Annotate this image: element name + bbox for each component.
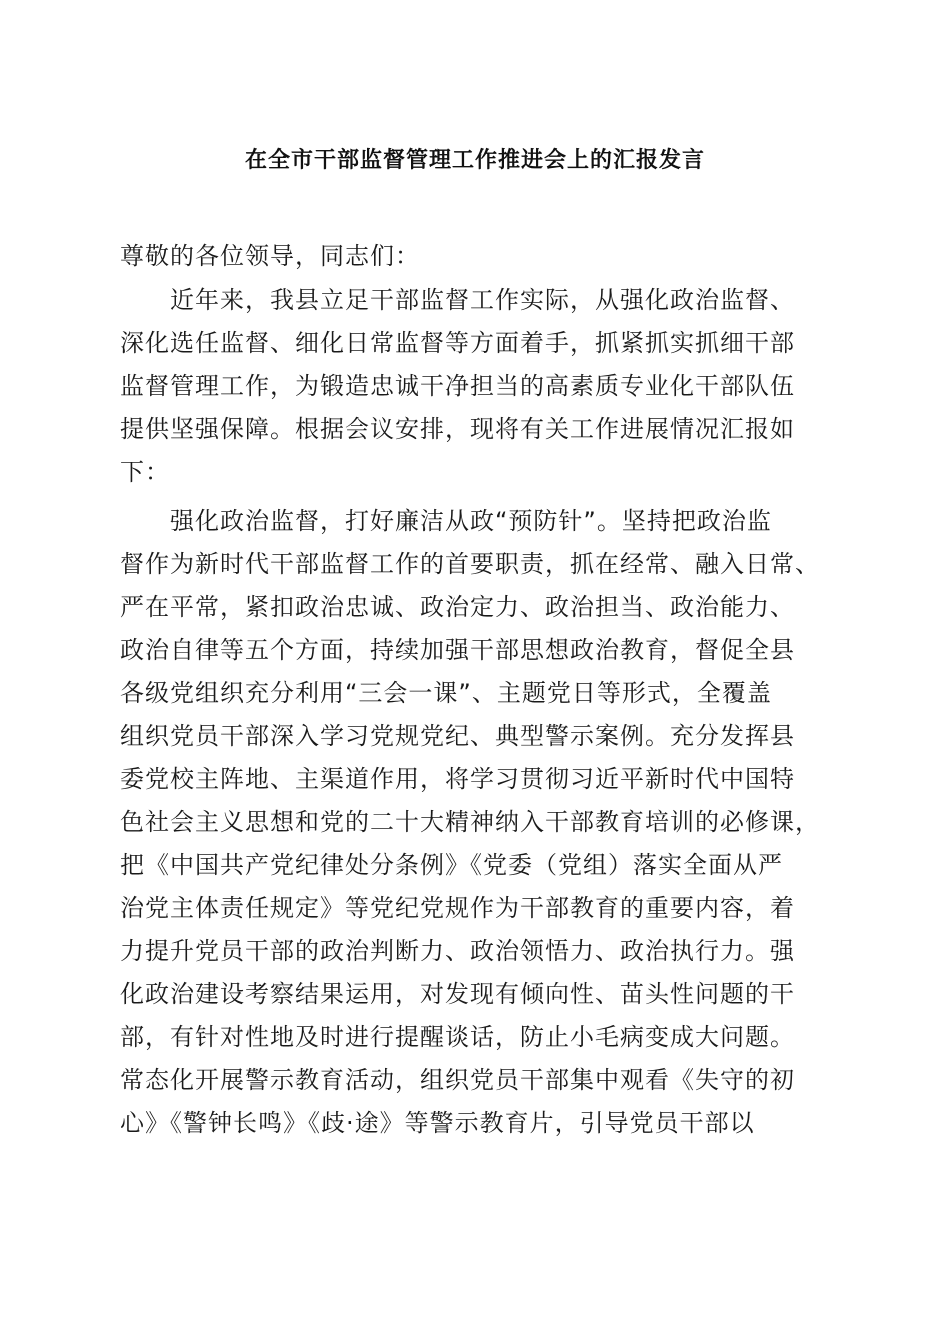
paragraph-2-line: 各级党组织充分利用“三会一课”、主题党日等形式，全覆盖 (120, 679, 772, 707)
paragraph-2-line: 强化政治监督，打好廉洁从政“预防针”。坚持把政治监 (120, 507, 772, 535)
paragraph-2-line: 委党校主阵地、主渠道作用，将学习贯彻习近平新时代中国特 (120, 765, 795, 793)
salutation: 尊敬的各位领导，同志们： (120, 242, 420, 270)
paragraph-2-line: 政治自律等五个方面，持续加强干部思想政治教育，督促全县 (120, 636, 795, 664)
paragraph-1-line: 监督管理工作，为锻造忠诚干净担当的高素质专业化干部队伍 (120, 372, 795, 400)
paragraph-1-line: 下： (120, 458, 170, 486)
paragraph-2-line: 化政治建设考察结果运用，对发现有倾向性、苗头性问题的干 (120, 980, 795, 1008)
paragraph-2-line: 督作为新时代干部监督工作的首要职责，抓在经常、融入日常、 (120, 550, 820, 578)
paragraph-2-line: 力提升党员干部的政治判断力、政治领悟力、政治执行力。强 (120, 937, 795, 965)
paragraph-2-line: 治党主体责任规定》等党纪党规作为干部教育的重要内容，着 (120, 894, 795, 922)
paragraph-1-line: 深化选任监督、细化日常监督等方面着手，抓紧抓实抓细干部 (120, 329, 795, 357)
paragraph-2-line: 严在平常，紧扣政治忠诚、政治定力、政治担当、政治能力、 (120, 593, 795, 621)
document-title: 在全市干部监督管理工作推进会上的汇报发言 (244, 147, 705, 173)
paragraph-2-line: 把《中国共产党纪律处分条例》《党委（党组）落实全面从严 (120, 851, 783, 879)
paragraph-1-line: 提供坚强保障。根据会议安排，现将有关工作进展情况汇报如 (120, 415, 795, 443)
paragraph-1-line: 近年来，我县立足干部监督工作实际，从强化政治监督、 (120, 286, 795, 314)
paragraph-2-line: 组织党员干部深入学习党规党纪、典型警示案例。充分发挥县 (120, 722, 795, 750)
paragraph-2-line: 心》《警钟长鸣》《歧·途》等警示教育片，引导党员干部以 (120, 1109, 755, 1137)
paragraph-2-line: 色社会主义思想和党的二十大精神纳入干部教育培训的必修课， (120, 808, 820, 836)
paragraph-2-line: 部，有针对性地及时进行提醒谈话，防止小毛病变成大问题。 (120, 1023, 795, 1051)
paragraph-2-line: 常态化开展警示教育活动，组织党员干部集中观看《失守的初 (120, 1066, 795, 1094)
